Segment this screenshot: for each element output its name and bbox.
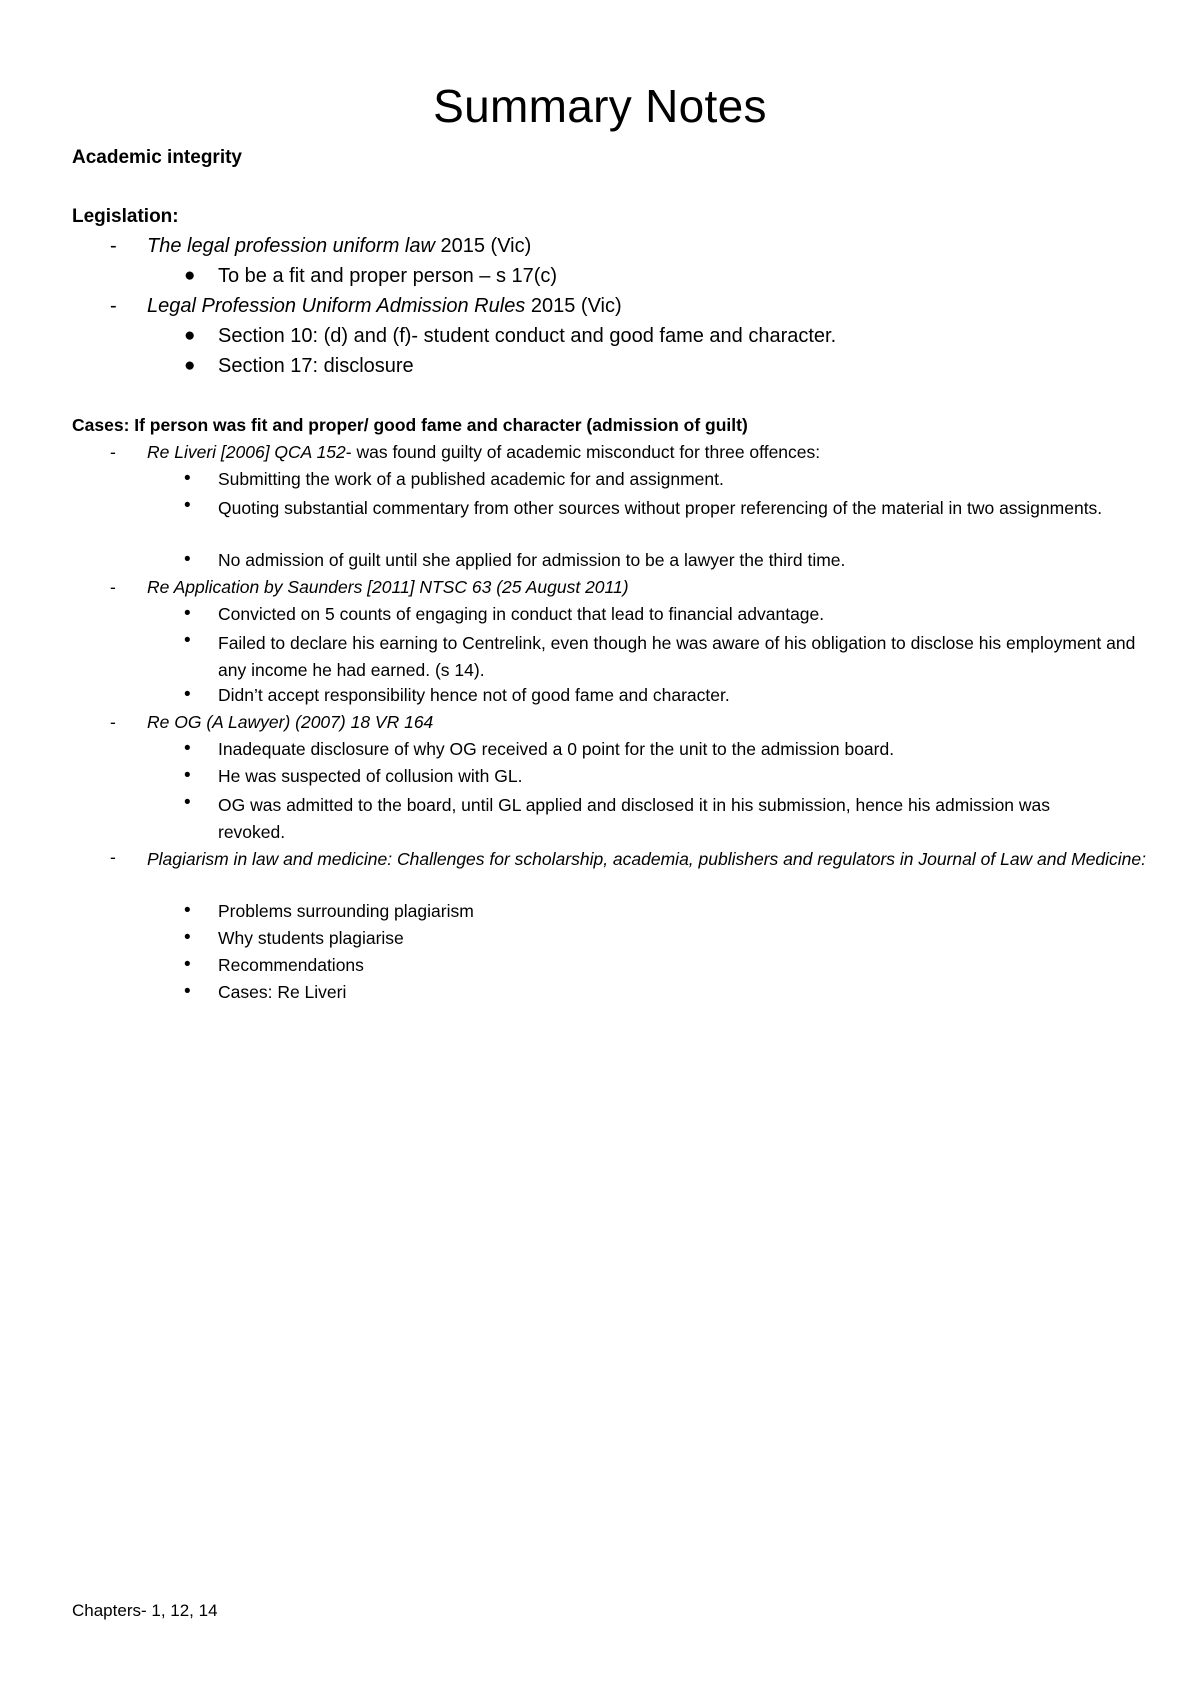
bullet-icon: • — [184, 738, 191, 759]
academic-integrity-heading: Academic integrity — [72, 147, 242, 168]
bullet-icon: • — [184, 792, 191, 813]
bullet-icon: • — [184, 495, 191, 516]
cases-heading: Cases: If person was fit and proper/ good fame and character (admission of guilt) — [72, 415, 748, 435]
bullet-icon: • — [184, 900, 191, 921]
dash-marker: - — [110, 712, 116, 732]
dash-marker: - — [110, 847, 116, 867]
dash-marker: - — [110, 295, 117, 317]
bullet-icon: • — [184, 981, 191, 1002]
page-title: Summary Notes — [433, 80, 767, 132]
bullet-icon: • — [184, 954, 191, 975]
dash-marker: - — [110, 577, 116, 597]
bullet-icon: ● — [184, 355, 196, 376]
bullet-icon: • — [184, 927, 191, 948]
bullet-icon: • — [184, 630, 191, 651]
bullet-icon: ● — [184, 325, 196, 346]
bullet-icon: • — [184, 684, 191, 705]
bullet-icon: • — [184, 603, 191, 624]
legislation-name: The legal profession uniform law — [147, 235, 435, 257]
dash-marker: - — [110, 442, 116, 462]
case-name: Re OG (A Lawyer) (2007) 18 VR 164 — [147, 712, 434, 732]
dash-marker: - — [110, 235, 117, 257]
bullet-icon: • — [184, 468, 191, 489]
legislation-year: 2015 (Vic) — [434, 235, 532, 257]
case-summary: - was found guilty of academic misconduct for three offences: — [345, 442, 821, 462]
case-name: Re Liveri [2006] QCA 152 — [147, 442, 346, 462]
bullet-icon: • — [184, 549, 191, 570]
legislation-year: 2015 (Vic) — [525, 295, 622, 317]
page-footer: Chapters- 1, 12, 14 — [72, 1601, 218, 1620]
legislation-name: Legal Profession Uniform Admission Rules — [147, 295, 526, 317]
legislation-heading: Legislation: — [72, 206, 179, 227]
article-title: Plagiarism in law and medicine: Challenges for scholarship, academia, publishers and regulators in Journal of Law and Medicine: — [147, 849, 1147, 869]
bullet-icon: ● — [184, 265, 196, 286]
bullet-icon: • — [184, 765, 191, 786]
case-name: Re Application by Saunders [2011] NTSC 63 (25 August 2011) — [147, 577, 629, 597]
